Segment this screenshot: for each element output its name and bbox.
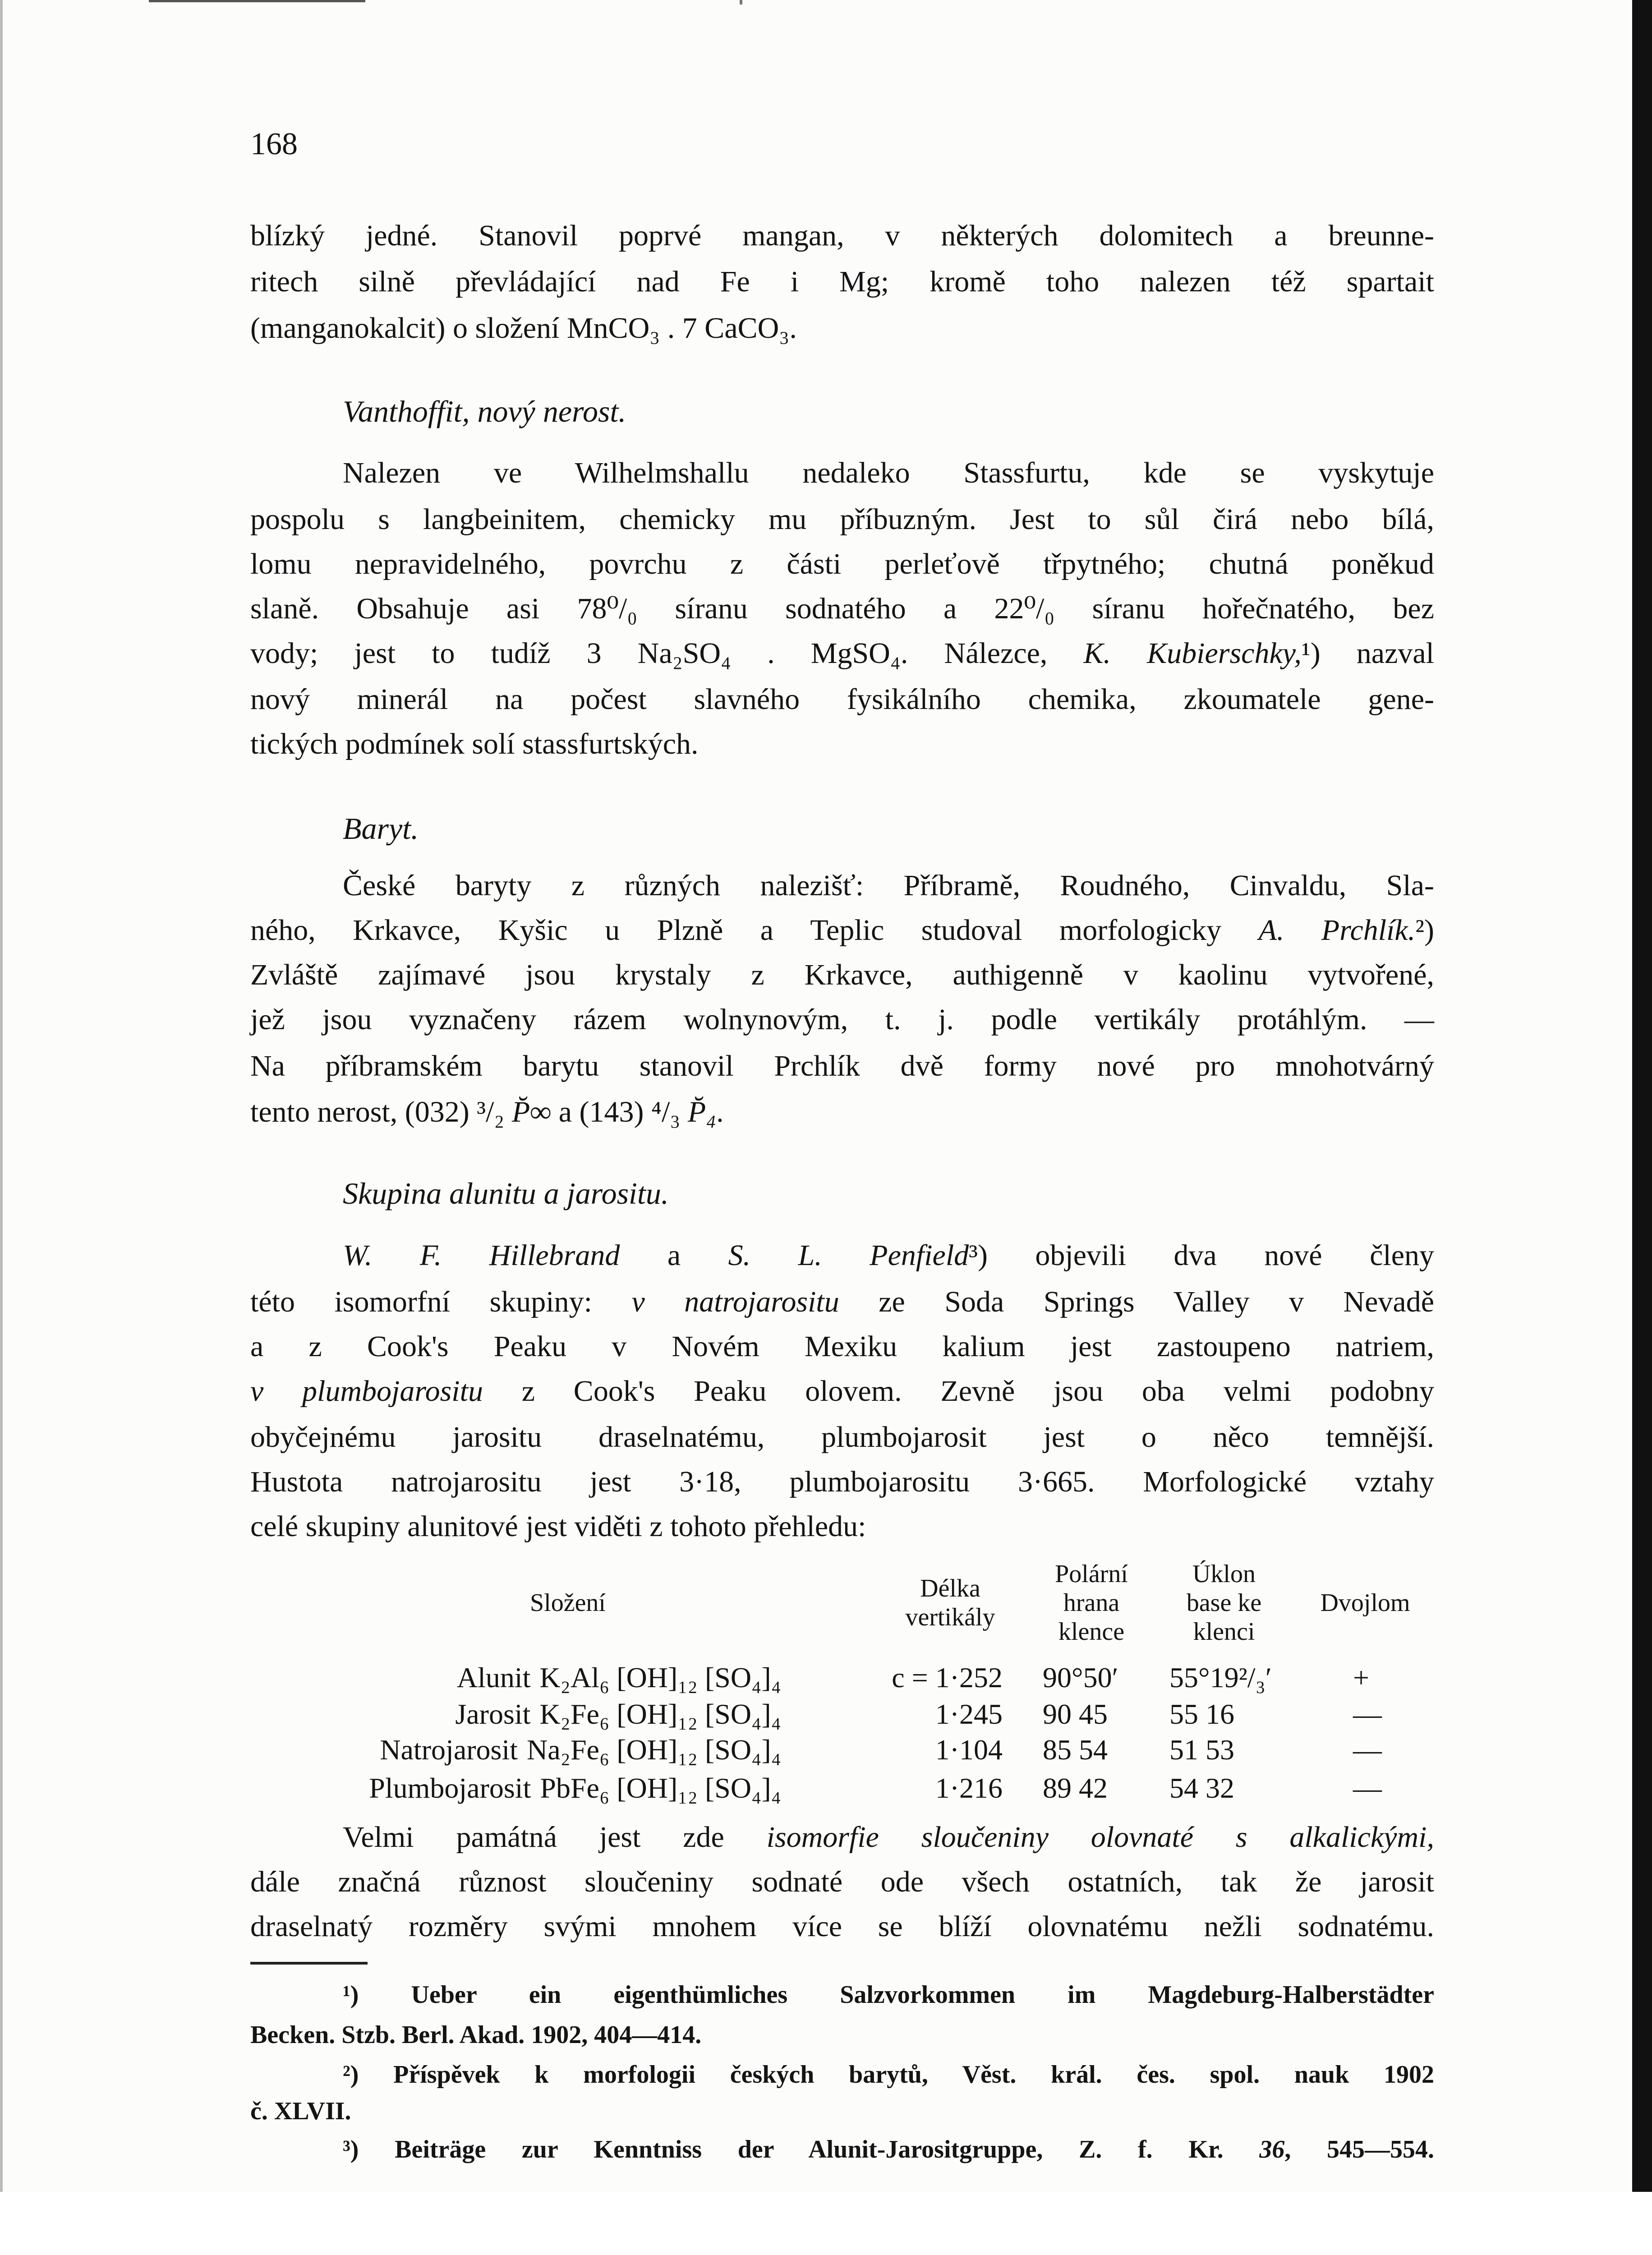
- text-line: [343, 455, 1434, 491]
- text-segment: Nalezen ve Wilhelmshallu nedaleko Stassfurtu, kde se vyskytuje: [343, 456, 1434, 489]
- birefringence-sign: —: [1353, 1734, 1382, 1766]
- text-line: [343, 1819, 1434, 1855]
- text-segment: a: [620, 1239, 728, 1272]
- text-segment: Na příbramském barytu stanovil Prchlík dvě formy nové pro mnohotvárný: [250, 1049, 1434, 1082]
- text-line: [250, 1909, 1434, 1945]
- text-line: [250, 591, 1434, 627]
- heading-skupina: Skupina alunitu a jarositu.: [343, 1176, 669, 1210]
- header-delka-line: vertikály: [905, 1603, 995, 1631]
- header-uklon: [1187, 1560, 1261, 1646]
- birefringence-sign: —: [1353, 1772, 1382, 1804]
- footnote-line: [250, 2019, 1434, 2051]
- text-line: [250, 1509, 1434, 1545]
- heading-baryt: Baryt.: [343, 811, 419, 846]
- footnote-line: [343, 1979, 1434, 2011]
- footnote-line: [343, 2134, 1434, 2165]
- text-segment: obyčejnému jarositu draselnatému, plumbojarosit jest o něco temnější.: [250, 1421, 1434, 1454]
- header-slozeni: Složení: [530, 1589, 606, 1617]
- text-line: [250, 502, 1434, 538]
- text-line: [250, 218, 1434, 254]
- vertical-length: 1·216: [935, 1772, 1003, 1804]
- text-line: [343, 1238, 1434, 1274]
- text-segment: dále značná různost sloučeniny sodnaté ode všech ostatních, tak že jarosit: [250, 1865, 1434, 1898]
- text-segment: tických podmínek solí stassfurtských.: [250, 727, 699, 760]
- text-segment: tento nerost, (032) ³/₂: [250, 1095, 512, 1128]
- mineral-formula: K₂Al₆ [OH]₁₂ [SO₄]₄: [539, 1661, 781, 1694]
- header-delka: [905, 1574, 995, 1632]
- header-uklon-line: base ke: [1186, 1589, 1262, 1617]
- text-line: [250, 1002, 1434, 1038]
- text-segment: (manganokalcit) o složení MnCO₃ . 7 CaCO₃.: [250, 312, 797, 345]
- mineral-name: Plumbojarosit: [369, 1772, 531, 1804]
- text-line: [250, 264, 1434, 300]
- mineral-formula: Na₂Fe₆ [OH]₁₂ [SO₄]₄: [527, 1734, 781, 1766]
- text-segment: ³) objevili dva nové členy: [969, 1239, 1434, 1272]
- text-segment: draselnatý rozměry svými mnohem více se blíží olovnatému nežli sodnatému.: [250, 1910, 1434, 1943]
- text-segment: České baryty z různých nalezišť: Příbramě, Roudného, Cinvaldu, Sla-: [343, 869, 1434, 902]
- text-segment: lomu nepravidelného, povrchu z části perleťově třpytného; chutná poněkud: [250, 548, 1434, 580]
- header-polarni-line: klence: [1058, 1618, 1125, 1646]
- text-segment: celé skupiny alunitové jest viděti z tohoto přehledu:: [250, 1510, 866, 1543]
- italic-text: v natrojarositu: [631, 1285, 839, 1318]
- polar-edge: 85 54: [1043, 1734, 1108, 1766]
- text-line: [250, 912, 1434, 948]
- text-line: [250, 1284, 1434, 1320]
- italic-text: W. F. Hillebrand: [343, 1239, 620, 1272]
- text-segment: a (143) ⁴/₃: [551, 1095, 688, 1128]
- text-segment: ²) Příspěvek k morfologii českých barytů, Věst. král. čes. spol. nauk 1902: [343, 2061, 1434, 2089]
- birefringence-sign: +: [1353, 1661, 1370, 1694]
- polar-edge: 90 45: [1043, 1698, 1108, 1730]
- italic-text: S. L. Penfield: [728, 1239, 969, 1272]
- text-line: [250, 1464, 1434, 1500]
- base-inclination: 55°19²/₃′: [1169, 1661, 1272, 1694]
- text-segment: ¹) Ueber ein eigenthümliches Salzvorkommen im Magdeburg-Halberstädter: [343, 1981, 1434, 2009]
- scan-edge-left: [0, 0, 3, 2192]
- text-line: [250, 1048, 1434, 1084]
- text-segment: vody; jest to tudíž 3 Na₂SO₄ . MgSO₄. Nálezce,: [250, 637, 1084, 670]
- italic-text: P̆∞: [511, 1095, 552, 1128]
- text-segment: ²): [1415, 914, 1434, 947]
- header-polarni-line: Polární: [1055, 1560, 1128, 1588]
- italic-text: v plumbojarositu: [250, 1375, 483, 1408]
- text-line: [250, 957, 1434, 993]
- text-segment: ³) Beiträge zur Kenntniss der Alunit-Jarositgruppe, Z. f. Kr.: [343, 2135, 1260, 2163]
- footnote-rule: [250, 1962, 368, 1965]
- page-number: 168: [250, 127, 298, 161]
- text-line: [250, 1373, 1434, 1409]
- text-segment: jež jsou vyznačeny rázem wolnynovým, t. j. podle vertikály protáhlým. —: [250, 1003, 1434, 1036]
- text-line: [250, 681, 1434, 718]
- polar-edge: 89 42: [1043, 1772, 1108, 1804]
- text-line: [250, 726, 1434, 762]
- text-line: [343, 868, 1434, 904]
- footnote-line: [343, 2059, 1434, 2090]
- italic-text: K. Kubierschky,: [1083, 637, 1302, 670]
- italic-text: isomorfie sloučeniny olovnaté s alkalickými,: [766, 1821, 1434, 1854]
- text-line: [250, 1329, 1434, 1365]
- header-uklon-line: klenci: [1193, 1618, 1255, 1646]
- text-segment: nový minerál na počest slavného fysikálního chemika, zkoumatele gene-: [250, 683, 1434, 716]
- text-segment: Hustota natrojarositu jest 3·18, plumbojarositu 3·665. Morfologické vztahy: [250, 1465, 1434, 1498]
- text-segment: .: [716, 1095, 724, 1128]
- text-segment: , 545—554.: [1284, 2135, 1434, 2163]
- base-inclination: 51 53: [1169, 1734, 1234, 1766]
- text-segment: ného, Krkavce, Kyšic u Plzně a Teplic studoval morfologicky: [250, 914, 1259, 947]
- text-line: [250, 635, 1434, 672]
- text-segment: slaně. Obsahuje asi 78⁰/₀ síranu sodnatého a 22⁰/₀ síranu hořečnatého, bez: [250, 592, 1434, 625]
- mineral-formula: PbFe₆ [OH]₁₂ [SO₄]₄: [540, 1772, 781, 1804]
- text-line: [250, 1419, 1434, 1455]
- scan-edge-right: [1632, 0, 1652, 2192]
- header-polarni: [1055, 1560, 1128, 1646]
- scan-edge-top: [149, 0, 365, 2]
- footnote-line: [250, 2095, 1434, 2127]
- italic-text: 36: [1259, 2135, 1285, 2163]
- base-inclination: 54 32: [1169, 1772, 1234, 1804]
- vertical-length: 1·104: [935, 1734, 1003, 1766]
- text-line: [250, 546, 1434, 582]
- birefringence-sign: —: [1353, 1698, 1382, 1730]
- text-segment: z Cook's Peaku olovem. Zevně jsou oba velmi podobny: [483, 1375, 1434, 1408]
- mineral-name: Natrojarosit: [380, 1734, 518, 1766]
- text-segment: ritech silně převládající nad Fe i Mg; kromě toho nalezen též spartait: [250, 265, 1434, 298]
- base-inclination: 55 16: [1169, 1698, 1234, 1730]
- text-segment: pospolu s langbeinitem, chemicky mu příbuzným. Jest to sůl čirá nebo bílá,: [250, 503, 1434, 536]
- polar-edge: 90°50′: [1043, 1661, 1118, 1694]
- vertical-length: c = 1·252: [892, 1661, 1003, 1694]
- text-segment: této isomorfní skupiny:: [250, 1285, 632, 1318]
- text-line: [250, 1864, 1434, 1900]
- text-segment: Velmi památná jest zde: [343, 1821, 767, 1854]
- text-segment: Becken. Stzb. Berl. Akad. 1902, 404—414.: [250, 2021, 702, 2049]
- text-line: [250, 1094, 1434, 1130]
- header-uklon-line: Úklon: [1192, 1560, 1256, 1588]
- heading-vanthoffit: Vanthoffit, nový nerost.: [343, 394, 626, 428]
- text-segment: ¹) nazval: [1301, 637, 1434, 670]
- text-segment: č. XLVII.: [250, 2097, 351, 2125]
- mineral-name: Jarosit: [455, 1698, 531, 1730]
- mineral-name: Alunit: [456, 1661, 531, 1694]
- scan-mark: [740, 0, 742, 5]
- text-segment: ze Soda Springs Valley v Nevadě: [839, 1285, 1434, 1318]
- text-segment: Zvláště zajímavé jsou krystaly z Krkavce, authigenně v kaolinu vytvořené,: [250, 958, 1434, 991]
- header-polarni-line: hrana: [1063, 1589, 1120, 1617]
- header-dvojlom: Dvojlom: [1320, 1589, 1410, 1617]
- italic-text: P̆₄: [687, 1095, 717, 1128]
- vertical-length: 1·245: [935, 1698, 1003, 1730]
- mineral-formula: K₂Fe₆ [OH]₁₂ [SO₄]₄: [539, 1698, 781, 1730]
- header-delka-line: Délka: [920, 1574, 980, 1602]
- text-line: [250, 310, 1434, 346]
- italic-text: A. Prchlík.: [1258, 914, 1416, 947]
- text-segment: blízký jedné. Stanovil poprvé mangan, v některých dolomitech a breunne-: [250, 219, 1434, 252]
- text-segment: a z Cook's Peaku v Novém Mexiku kalium jest zastoupeno natriem,: [250, 1330, 1434, 1363]
